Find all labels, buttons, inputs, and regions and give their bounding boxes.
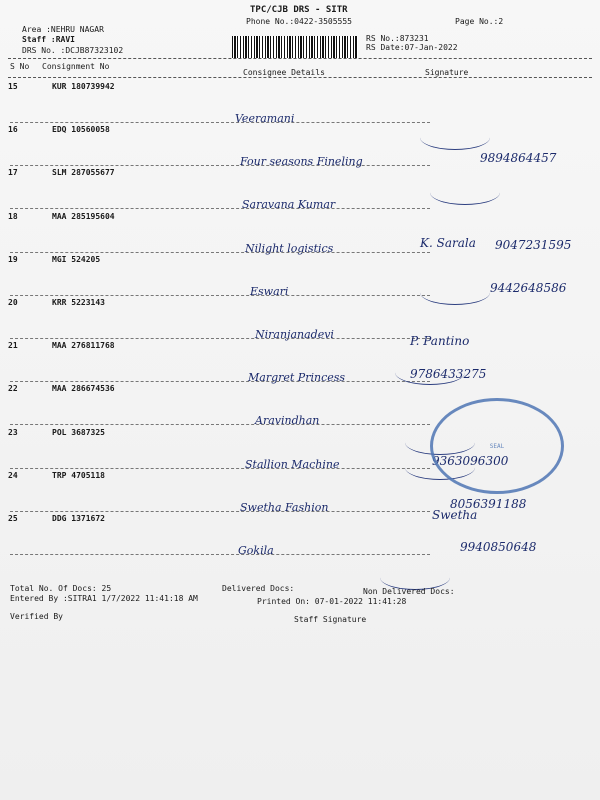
row-divider bbox=[10, 122, 430, 123]
row-divider bbox=[10, 554, 430, 555]
column-divider bbox=[8, 77, 592, 78]
row-sno: 17 bbox=[8, 168, 18, 178]
row-divider bbox=[10, 468, 430, 469]
row-phone-number: 8056391188 bbox=[450, 496, 527, 511]
signature-scribble bbox=[420, 280, 490, 305]
row-consignment-no: DDG 1371672 bbox=[52, 514, 105, 523]
row-consignee-name: Margret Princess bbox=[248, 371, 346, 385]
row-phone-number: 9894864457 bbox=[480, 151, 557, 166]
staff-signature-label: Staff Signature bbox=[294, 615, 367, 624]
row-phone-number: 9786433275 bbox=[410, 367, 487, 382]
company-seal-stamp: SEAL bbox=[430, 398, 564, 494]
row-consignee-name: Stallion Machine bbox=[245, 457, 340, 471]
barcode bbox=[232, 36, 358, 58]
row-sno: 24 bbox=[8, 470, 18, 480]
row-phone-number: 9442648586 bbox=[490, 280, 567, 295]
document-title: TPC/CJB DRS - SITR bbox=[250, 5, 348, 15]
row-consignment-no: TRP 4705118 bbox=[52, 470, 105, 480]
column-consignee: Consignee Details bbox=[243, 68, 325, 77]
row-consignee-name: Eswari bbox=[250, 284, 289, 298]
row-sno: 18 bbox=[8, 211, 18, 221]
entered-by: Entered By :SITRA1 1/7/2022 11:41:18 AM bbox=[10, 594, 198, 603]
row-consignment-no: MAA 276811768 bbox=[52, 341, 115, 351]
staff-label: Staff :RAVI bbox=[22, 35, 75, 44]
non-delivered-docs: Non Delivered Docs: bbox=[363, 587, 455, 596]
column-consignment: Consignment No bbox=[42, 62, 110, 71]
row-sno: 16 bbox=[8, 125, 18, 135]
row-sno: 22 bbox=[8, 384, 18, 394]
row-divider bbox=[10, 511, 430, 512]
row-consignee-name: Swetha Fashion bbox=[240, 500, 329, 514]
row-consignee-name: Saravana Kumar bbox=[242, 198, 336, 212]
row-phone-number: 9940850648 bbox=[460, 540, 537, 554]
row-consignment-no: KRR 5223143 bbox=[52, 298, 105, 307]
signature-scribble bbox=[395, 360, 465, 385]
row-divider bbox=[10, 208, 430, 209]
row-consignee-name: Gokila bbox=[238, 544, 274, 557]
row-consignment-no: SLM 287055677 bbox=[52, 168, 115, 178]
verified-by: Verified By bbox=[10, 612, 63, 621]
row-consignee-name: Veeramani bbox=[235, 112, 295, 125]
column-sno: S No bbox=[10, 62, 30, 71]
delivered-docs: Delivered Docs: bbox=[222, 584, 295, 593]
phone-number: Phone No.:0422-3505555 bbox=[246, 17, 352, 26]
row-divider bbox=[10, 381, 430, 382]
row-sno: 25 bbox=[8, 514, 18, 523]
row-divider bbox=[10, 252, 430, 253]
row-sno: 19 bbox=[8, 254, 18, 264]
row-consignee-name: Nilight logistics bbox=[245, 241, 334, 255]
handwritten-signature: K. Sarala bbox=[420, 236, 476, 250]
row-consignment-no: MAA 285195604 bbox=[52, 211, 115, 221]
row-phone-number: 9047231595 bbox=[495, 237, 572, 252]
area-label: Area :NEHRU NAGAR bbox=[22, 25, 104, 34]
rs-number: RS No.:873231 bbox=[366, 34, 429, 43]
signature-scribble bbox=[420, 125, 490, 150]
drs-number: DRS No. :DCJB87323102 bbox=[22, 46, 124, 55]
header-divider bbox=[8, 58, 592, 59]
row-sno: 21 bbox=[8, 341, 18, 351]
rs-date: RS Date:07-Jan-2022 bbox=[366, 43, 458, 52]
row-consignee-name: Four seasons Fineling bbox=[240, 155, 363, 169]
row-divider bbox=[10, 338, 430, 339]
row-consignment-no: MAA 286674536 bbox=[52, 384, 115, 394]
row-consignment-no: KUR 180739942 bbox=[52, 82, 115, 91]
row-consignee-name: Aravindhan bbox=[255, 414, 320, 428]
printed-on: Printed On: 07-01-2022 11:41:28 bbox=[257, 597, 407, 606]
row-sno: 15 bbox=[8, 82, 18, 91]
row-consignee-name: Niranjanadevi bbox=[255, 328, 334, 341]
page-number: Page No.:2 bbox=[455, 17, 504, 26]
row-consignment-no: EDQ 10560058 bbox=[52, 125, 110, 135]
handwritten-signature: Swetha bbox=[432, 508, 478, 522]
total-docs: Total No. Of Docs: 25 bbox=[10, 584, 112, 593]
row-phone-number: 9363096300 bbox=[432, 453, 509, 468]
row-divider bbox=[10, 165, 430, 166]
row-consignment-no: POL 3687325 bbox=[52, 427, 105, 437]
row-sno: 23 bbox=[8, 427, 18, 437]
signature-scribble bbox=[430, 180, 500, 205]
row-divider bbox=[10, 295, 430, 296]
row-consignment-no: MGI 524205 bbox=[52, 254, 101, 264]
handwritten-signature: P. Pantino bbox=[410, 334, 470, 348]
column-signature: Signature bbox=[425, 68, 469, 77]
row-sno: 20 bbox=[8, 298, 18, 307]
row-divider bbox=[10, 424, 430, 425]
